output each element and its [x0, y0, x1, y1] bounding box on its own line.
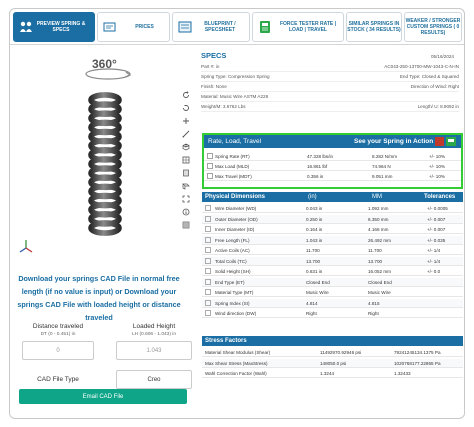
load-icon: [207, 163, 213, 169]
fit-view-icon[interactable]: [182, 195, 190, 203]
travel-icon: [207, 173, 213, 179]
distance-input[interactable]: 0: [22, 341, 94, 360]
dimension-icon: [205, 310, 211, 316]
wireframe-icon[interactable]: [182, 156, 190, 164]
user-group-icon: [19, 20, 33, 34]
stress-factors-header: Stress Factors: [202, 336, 463, 346]
tab-weaker-stronger[interactable]: WEAKER / STRONGER CUSTOM SPRINGS ( 0 RESULTS): [404, 12, 462, 42]
dimension-icon: [205, 247, 211, 253]
specs-date: 05/16/2024: [431, 54, 454, 59]
dimension-icon: [205, 279, 211, 285]
spec-line: Material: Music Wire ASTM A228: [201, 92, 459, 102]
spring-in-action-link[interactable]: See your Spring in Action: [354, 138, 434, 145]
table-row: Inner Diameter (ID) 0.164 in 4.166 mm +/- 0.007: [202, 225, 463, 234]
table-row: Solid Height (SH) 0.631 in 16.052 mm +/- 0.0: [202, 267, 463, 276]
dimension-icon: [205, 226, 211, 232]
app-frame: [9, 8, 465, 419]
force-tester-icon: [258, 20, 272, 34]
rlt-title: Rate, Load, Travel: [208, 138, 262, 145]
dimension-icon: [205, 216, 211, 222]
physical-dimensions-header: Physical Dimensions (in) MM Tolerances: [202, 192, 463, 202]
cad-file-type-label: CAD File Type: [37, 376, 79, 383]
table-row: Spring Rate (RT) 47.328 lbs/in 8.282 N/mm +/- 10%: [204, 152, 461, 161]
spec-line: Finish: None Direction of Wind: Right: [201, 82, 459, 92]
measure-icon[interactable]: [182, 130, 190, 138]
table-row: Total Coils (TC) 13.700 13.700 +/- 1/4: [202, 257, 463, 266]
rate-load-travel-box: [202, 133, 463, 189]
section-icon[interactable]: [182, 169, 190, 177]
refresh-icon[interactable]: [182, 91, 190, 99]
dimension-icon: [205, 237, 211, 243]
distance-label: Distance traveled: [32, 323, 84, 330]
spring-coil: [91, 223, 119, 233]
spec-line: Weight/M: 3.6762 Lbs Length/ U: 8.9092 in: [201, 102, 459, 112]
viewer-toolbar: [182, 91, 194, 234]
force-tester-machine-icon[interactable]: [434, 136, 458, 147]
dimension-icon: [205, 205, 211, 211]
loaded-height-label: Loaded Height: [132, 323, 176, 330]
dimension-icon: [205, 268, 211, 274]
tab-similar-springs[interactable]: SIMILAR SPRINGS IN STOCK ( 34 RESULTS): [346, 12, 402, 42]
table-row: End Type (ET) Closed End Closed End: [202, 278, 463, 287]
dimension-icon: [205, 300, 211, 306]
cube-icon[interactable]: [182, 143, 190, 151]
price-tag-icon: [103, 20, 117, 34]
specs-panel: [198, 46, 464, 419]
table-row: Material Shear Modulus (Shear) 11492970.92946 psi 79241245134.1375 Pa: [202, 348, 463, 357]
email-cad-file-button[interactable]: Email CAD File: [19, 389, 187, 404]
view-front-icon[interactable]: [182, 182, 190, 190]
tab-force-tester[interactable]: FORCE TESTER RATE | LOAD | TRAVEL: [252, 12, 344, 42]
top-nav: [10, 9, 464, 45]
axis-gizmo-icon: [18, 238, 34, 254]
dimension-icon: [205, 258, 211, 264]
blueprint-icon: [178, 20, 192, 34]
table-row: Max Travel (MDT) 0.356 in 9.051 mm +/- 10%: [204, 172, 461, 181]
download-instructions: Download your springs CAD File in normal free length (if no value is input) or Download your springs CAD File with loaded height or distance traveled: [17, 274, 181, 322]
table-row: Active Coils (AC) 11.700 11.700 +/- 1/4: [202, 246, 463, 255]
spring-coils: [91, 95, 119, 233]
tab-preview-spring[interactable]: PREVIEW SPRING & SPECS: [13, 12, 95, 42]
loaded-height-input[interactable]: 1.043: [116, 341, 192, 360]
specs-title: SPECS: [201, 51, 227, 60]
spring-3d-preview[interactable]: [70, 70, 140, 240]
grid-icon[interactable]: [182, 221, 190, 229]
table-row: Spring Index (SI) 4.814 4.815: [202, 299, 463, 308]
table-row: Max Load (MLD) 16.861 lbf 74.964 N +/- 10%: [204, 162, 461, 171]
distance-range: DT (0 - 0.451) in: [40, 332, 76, 337]
preview-panel: [10, 46, 185, 419]
rotate-icon[interactable]: [182, 104, 190, 112]
table-row: Free Length (FL) 1.043 in 26.492 mm +/- 0.035: [202, 236, 463, 245]
table-row: Max Shear Stress (MaxStress) 148050.0 psi 1020768177.22865 Pa: [202, 359, 463, 368]
table-row: Material Type (MT) Music Wire Music Wire: [202, 288, 463, 297]
rotate-360-badge[interactable]: 360°: [82, 58, 134, 82]
spec-line: Spring Type: Compression Spring End Type: Closed & Squared: [201, 72, 459, 82]
rate-load-travel-header: [204, 135, 461, 148]
table-row: Wind direction (DW) Right Right: [202, 309, 463, 318]
table-row: Wahl Correction Factor (Wahl) 1.3244 1.32433: [202, 369, 463, 378]
table-row: Outer Diameter (OD) 0.250 in 6.350 mm +/- 0.007: [202, 215, 463, 224]
tab-blueprint[interactable]: BLUEPRINT / SPECSHEET: [172, 12, 250, 42]
tab-prices[interactable]: PRICES: [97, 12, 170, 42]
dimension-icon: [205, 289, 211, 295]
rate-icon: [207, 153, 213, 159]
loaded-height-range: LH (0.606 - 1.043) in: [132, 332, 176, 337]
table-row: Wire Diameter (WD) 0.043 in 1.092 mm +/- 0.0005: [202, 204, 463, 213]
pan-icon[interactable]: [182, 117, 190, 125]
spec-line: Part #: in AC043-250-13700-MW-1043-C-N-IN: [201, 62, 459, 72]
info-icon[interactable]: [182, 208, 190, 216]
cad-file-type-select[interactable]: Creo: [116, 370, 192, 389]
